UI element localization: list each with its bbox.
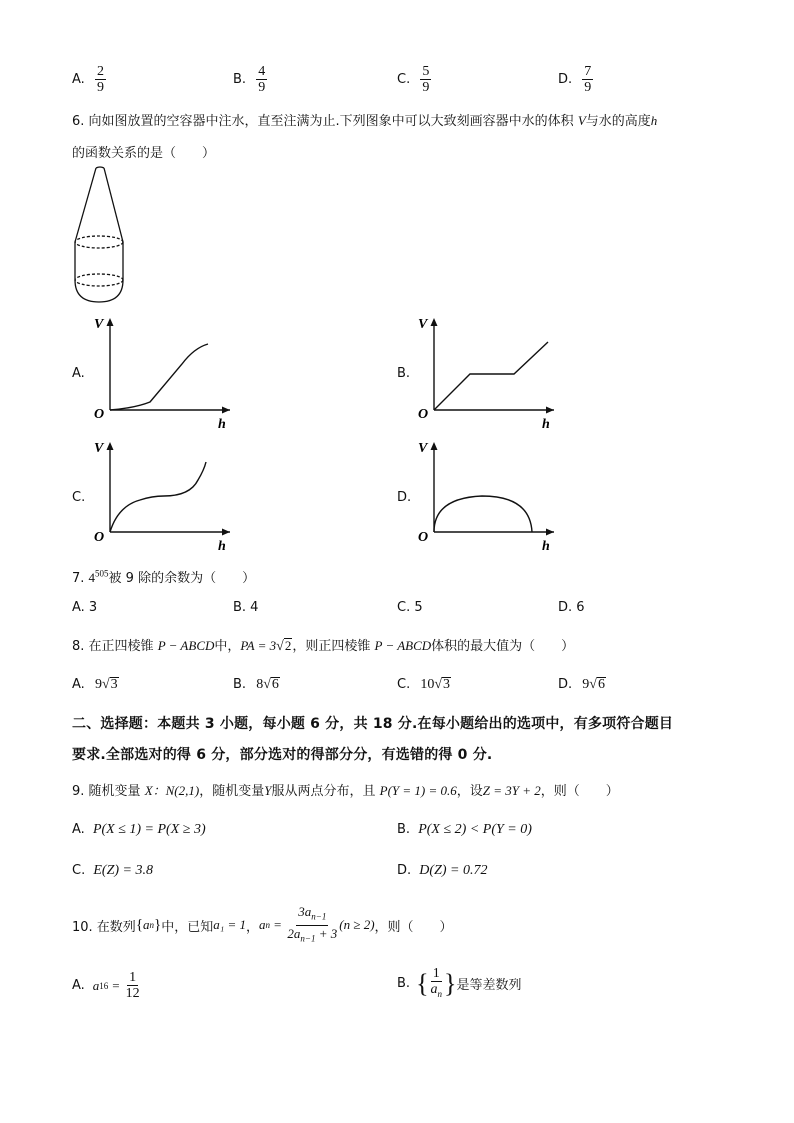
- curve-b: [434, 342, 548, 410]
- q10-option-b: [397, 966, 522, 1002]
- var-h: h: [650, 113, 658, 128]
- fraction: [95, 64, 106, 95]
- axis-v-label: V: [418, 317, 428, 332]
- denominator: 9: [258, 80, 266, 95]
- option-expr: P(X ≤ 1) = P(X ≥ 3): [92, 822, 206, 837]
- axis-h-label: h: [542, 539, 550, 554]
- option-letter: D.: [558, 72, 573, 87]
- coefficient: 9: [94, 677, 102, 692]
- option-letter: C.: [397, 72, 411, 87]
- denominator: 9: [584, 80, 592, 95]
- q8-option-c: C. 10√3: [397, 677, 451, 692]
- cone-right-edge: [104, 168, 123, 242]
- axis-v-label: V: [94, 441, 104, 456]
- q10-stem: [72, 904, 453, 946]
- q7-text: 被 9 除的余数为（ ）: [108, 571, 256, 586]
- coefficient: 8: [256, 677, 264, 692]
- numerator: 1: [432, 966, 440, 981]
- q8-text: 中，: [214, 639, 241, 654]
- q5-option-d: [558, 64, 593, 95]
- z-definition: Z = 3Y + 2: [482, 783, 541, 798]
- radicand: 3: [443, 677, 451, 692]
- power-base: 4: [88, 570, 96, 585]
- a-symbol: a: [92, 977, 100, 993]
- option-letter: C.: [397, 677, 411, 692]
- origin-label: O: [418, 407, 429, 422]
- probability-expr: P(Y = 1) = 0.6: [379, 783, 457, 798]
- radicand: 6: [597, 677, 605, 692]
- radicand: 6: [271, 677, 279, 692]
- axis-v-label: V: [418, 441, 428, 456]
- q8-option-b: B. 8√6: [233, 677, 279, 692]
- pyramid-name: P − ABCD: [374, 638, 432, 653]
- q6-text: 的函数关系的是（ ）: [72, 146, 216, 161]
- q6-stem-line2: [72, 142, 215, 161]
- denominator-index: n−1: [300, 933, 316, 944]
- denominator: 9: [422, 80, 430, 95]
- equals: =: [274, 917, 282, 933]
- q10-text: 是等差数列: [456, 978, 522, 994]
- coefficient: 10: [420, 677, 435, 692]
- graph-a: [90, 312, 240, 430]
- brace-right: }: [154, 916, 162, 933]
- fraction: [582, 64, 593, 95]
- q9-option-c: [72, 863, 153, 879]
- brace-left: {: [135, 916, 144, 933]
- q10-option-a: [72, 970, 142, 1001]
- q7-option-c: C. 5: [397, 600, 423, 615]
- graph-d: [414, 436, 564, 554]
- q5-option-b: [233, 64, 267, 95]
- option-letter: C.: [72, 863, 86, 878]
- var-x: X: [144, 783, 153, 798]
- q7-option-a: A. 3: [72, 600, 98, 615]
- graph-b-label: B.: [397, 366, 411, 381]
- q9-option-a: [72, 822, 206, 838]
- option-expr: D(Z) = 0.72: [419, 863, 488, 878]
- an-symbol: a: [259, 917, 266, 933]
- numerator: 2: [96, 64, 104, 79]
- axis-h-label: h: [542, 417, 550, 430]
- q10-text: 10. 在数列: [72, 919, 136, 935]
- q5-option-a: [72, 64, 106, 95]
- q7-stem: [72, 567, 255, 586]
- a1-condition: a₁ = 1: [213, 917, 247, 933]
- seq-a: a: [143, 917, 150, 933]
- equals: =: [112, 977, 120, 993]
- fraction: [124, 970, 142, 1001]
- option-letter: B.: [233, 677, 247, 692]
- denominator: 12: [125, 986, 140, 1001]
- axis-h-label: h: [218, 417, 226, 430]
- q9-text: ，设: [456, 784, 483, 799]
- graph-c: [90, 436, 240, 554]
- var-y: Y: [264, 783, 272, 798]
- q9-text: ，随机变量: [199, 784, 265, 799]
- option-letter: D.: [397, 863, 412, 878]
- section2-heading-line2: 要求.全部选对的得 6 分，部分选对的得部分分，有选错的得 0 分.: [72, 747, 493, 763]
- q9-option-b: [397, 822, 532, 838]
- q8-text: ，则正四棱锥: [292, 639, 371, 654]
- graph-d-label: D.: [397, 490, 412, 505]
- q8-option-d: D. 9√6: [558, 677, 605, 692]
- q9-stem: [72, 780, 619, 799]
- option-letter: A.: [72, 72, 85, 87]
- q9-option-d: [397, 863, 487, 879]
- q9-text: 9. 随机变量: [72, 784, 141, 799]
- option-expr: E(Z) = 3.8: [93, 863, 153, 878]
- option-expr: P(X ≤ 2) < P(Y = 0): [418, 822, 532, 837]
- question-number: 7.: [72, 571, 85, 586]
- cone-tip: [96, 167, 104, 168]
- numerator: 5: [422, 64, 430, 79]
- denominator-index: n: [437, 988, 443, 999]
- hemisphere: [75, 280, 123, 302]
- denominator: 9: [96, 80, 104, 95]
- q7-option-d: D. 6: [558, 600, 585, 615]
- option-letter: B.: [397, 976, 411, 992]
- curve-d: [434, 496, 532, 532]
- numerator: 3a: [298, 904, 312, 919]
- denominator-tail: + 3: [315, 925, 338, 941]
- fraction: [256, 64, 267, 95]
- q10-text: ，则（ ）: [374, 919, 453, 935]
- q6-stem-line1: [72, 110, 732, 129]
- fraction: [420, 64, 431, 95]
- q8-text: 体积的最大值为（ ）: [431, 639, 575, 654]
- var-v: V: [577, 113, 586, 128]
- recurrence-fraction: [285, 904, 339, 946]
- q10-text: 中，已知: [161, 919, 214, 935]
- denominator: 2a: [287, 925, 301, 941]
- cylinder-top-ellipse: [75, 236, 123, 248]
- q10-text: ，: [246, 919, 260, 935]
- q8-option-a: A. 9√3: [72, 677, 118, 692]
- denominator: a: [430, 982, 438, 997]
- brace-right: }: [444, 968, 457, 998]
- numerator: 7: [584, 64, 592, 79]
- option-letter: A.: [72, 677, 85, 692]
- brace-left: {: [416, 968, 429, 998]
- option-letter: B.: [233, 72, 247, 87]
- option-letter: A.: [72, 978, 85, 993]
- q6-text: 与水的高度: [585, 114, 651, 129]
- section2-heading-line1: 二、选择题：本题共 3 小题，每小题 6 分，共 18 分.在每小题给出的选项中，有多项符合题目: [72, 716, 674, 732]
- origin-label: O: [418, 530, 429, 545]
- q9-text: ，则（ ）: [540, 784, 619, 799]
- seq-index: n: [149, 920, 155, 931]
- graph-b: [414, 312, 564, 430]
- cone-left-edge: [75, 168, 96, 242]
- distribution: ：N(2,1): [152, 783, 200, 798]
- graph-a-label: A.: [72, 366, 85, 381]
- numerator: 1: [129, 970, 137, 985]
- q9-text: 服从两点分布，且: [271, 784, 376, 799]
- origin-label: O: [94, 407, 105, 422]
- curve-c: [110, 462, 206, 532]
- a-index: 16: [99, 980, 109, 991]
- q5-option-c: [397, 64, 431, 95]
- power-exponent: 505: [95, 568, 109, 579]
- fraction: [429, 966, 445, 1002]
- q8-stem: 8. 在正四棱锥 P − ABCD中，PA = 3√2，则正四棱锥 P − ABCD体积的最大值为（ ）: [72, 638, 575, 654]
- axis-h-label: h: [218, 539, 226, 554]
- q7-option-b: B. 4: [233, 600, 259, 615]
- coefficient: 9: [582, 677, 590, 692]
- origin-label: O: [94, 530, 105, 545]
- q8-text: 8. 在正四棱锥: [72, 639, 154, 654]
- curve-a: [110, 344, 208, 410]
- pa-equation: PA = 3: [240, 638, 277, 653]
- container-figure: [68, 164, 132, 306]
- numerator: 4: [258, 64, 266, 79]
- n-condition: (n ≥ 2): [339, 917, 375, 933]
- option-letter: B.: [397, 822, 411, 837]
- graph-c-label: C.: [72, 490, 86, 505]
- q6-text: 6. 向如图放置的空容器中注水，直至注满为止.下列图象中可以大致刻画容器中水的体积: [72, 114, 574, 129]
- axis-v-label: V: [94, 317, 104, 332]
- radicand: 3: [110, 677, 118, 692]
- pyramid-name: P − ABCD: [157, 638, 215, 653]
- option-letter: A.: [72, 822, 85, 837]
- an-index: n: [265, 920, 271, 931]
- option-letter: D.: [558, 677, 573, 692]
- numerator-index: n−1: [311, 911, 327, 922]
- radicand: 2: [284, 638, 292, 653]
- cylinder-bottom-ellipse: [75, 274, 123, 286]
